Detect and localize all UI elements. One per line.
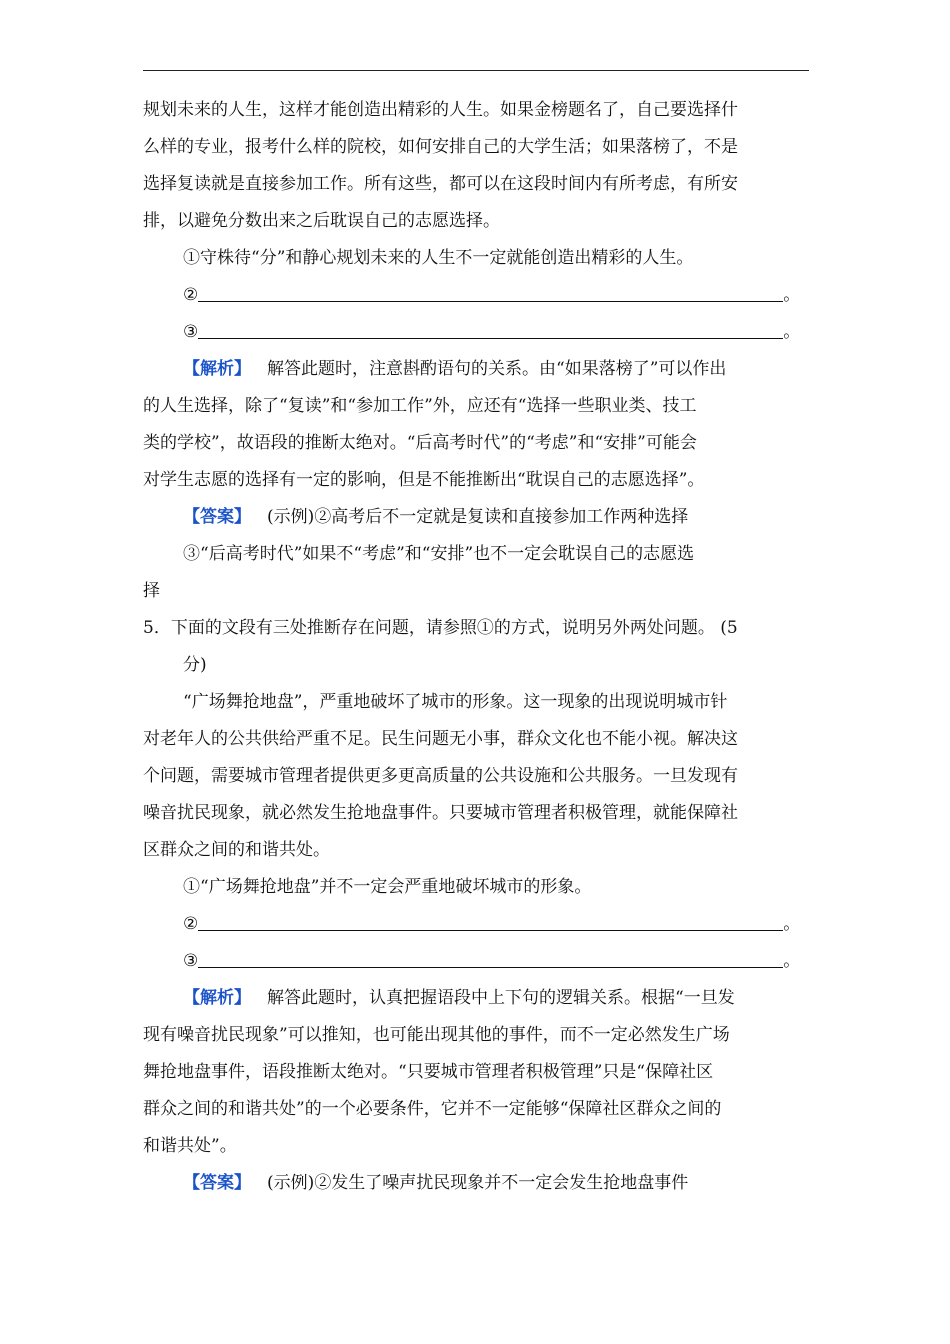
q5-stem (143, 610, 809, 684)
answer-blank (198, 283, 783, 302)
passage-line: 规划未来的人生，这样才能创造出精彩的人生。如果金榜题名了，自己要选择什 (143, 100, 738, 120)
passage-line: 区群众之间的和谐共处。 (143, 840, 330, 860)
answer-blank (198, 912, 783, 931)
question-stem: 5．下面的文段有三处推断存在问题，请参照①的方式，说明另外两处问题。 (5 (143, 618, 738, 638)
answer-text: (示例)②高考后不一定就是复读和直接参加工作两种选择 (267, 507, 689, 527)
passage-line: 对老年人的公共供给严重不足。民生问题无小事，群众文化也不能小视。解决这 (143, 729, 738, 749)
analysis-tag: 【解析】 (183, 988, 251, 1008)
item-number: ③ (183, 951, 199, 971)
analysis-text: 解答此题时，认真把握语段中上下句的逻辑关系。根据“一旦发 (267, 988, 735, 1008)
analysis-line: 现有噪音扰民现象”可以推知，也可能出现其他的事件，而不一定必然发生广场 (143, 1025, 730, 1045)
item-number: ③ (183, 322, 199, 342)
answer-blank (198, 320, 783, 339)
q4-passage (143, 92, 809, 240)
analysis-line: 舞抢地盘事件，语段推断太绝对。“只要城市管理者积极管理”只是“保障社区 (143, 1062, 714, 1082)
document-body (143, 92, 809, 1202)
answer-line (143, 499, 809, 536)
analysis-tag: 【解析】 (183, 359, 251, 379)
analysis-text: 解答此题时，注意斟酌语句的关系。由“如果落榜了”可以作出 (267, 359, 727, 379)
answer-blank (198, 949, 783, 968)
passage-line: 么样的专业，报考什么样的院校，如何安排自己的大学生活；如果落榜了，不是 (143, 137, 738, 157)
end-mark: 。 (783, 914, 801, 934)
q4-item-3 (143, 314, 809, 351)
answer-tag: 【答案】 (183, 507, 251, 527)
end-mark: 。 (783, 951, 801, 971)
analysis-line: 类的学校”，故语段的推断太绝对。“后高考时代”的“考虑”和“安排”可能会 (143, 433, 697, 453)
item-number: ② (183, 285, 199, 305)
item-number: ② (183, 914, 199, 934)
answer-tag: 【答案】 (183, 1173, 251, 1193)
q4-answer (143, 499, 809, 610)
passage-line: 选择复读就是直接参加工作。所有这些，都可以在这段时间内有所考虑，有所安 (143, 174, 738, 194)
passage-line: 个问题，需要城市管理者提供更多更高质量的公共设施和公共服务。一旦发现有 (143, 766, 738, 786)
passage-line: 排，以避免分数出来之后耽误自己的志愿选择。 (143, 211, 500, 231)
answer-text: (示例)②发生了噪声扰民现象并不一定会发生抢地盘事件 (267, 1173, 689, 1193)
passage-line: “广场舞抢地盘”，严重地破坏了城市的形象。这一现象的出现说明城市针 (183, 692, 728, 712)
analysis-line: 和谐共处”。 (143, 1136, 237, 1156)
analysis-line: 对学生志愿的选择有一定的影响，但是不能推断出“耽误自己的志愿选择”。 (143, 470, 705, 490)
q4-item-1: ①守株待“分”和静心规划未来的人生不一定就能创造出精彩的人生。 (183, 248, 694, 268)
q5-analysis (143, 980, 809, 1165)
q5-answer (143, 1165, 809, 1202)
question-stem-cont: 分) (183, 655, 207, 675)
answer-line (143, 1165, 809, 1202)
q4-item-2 (143, 277, 809, 314)
q5-passage (143, 684, 809, 869)
answer-line: 择 (143, 581, 160, 601)
header-rule (143, 70, 809, 71)
end-mark: 。 (783, 322, 801, 342)
q5-item-3 (143, 943, 809, 980)
analysis-line (143, 351, 809, 388)
analysis-line: 的人生选择，除了“复读”和“参加工作”外，应还有“选择一些职业类、技工 (143, 396, 697, 416)
answer-line: ③“后高考时代”如果不“考虑”和“安排”也不一定会耽误自己的志愿选 (183, 544, 695, 564)
end-mark: 。 (783, 285, 801, 305)
analysis-line (143, 980, 809, 1017)
q4-analysis (143, 351, 809, 499)
passage-line: 噪音扰民现象，就必然发生抢地盘事件。只要城市管理者积极管理，就能保障社 (143, 803, 738, 823)
q5-item-1: ①“广场舞抢地盘”并不一定会严重地破坏城市的形象。 (183, 877, 592, 897)
analysis-line: 群众之间的和谐共处”的一个必要条件，它并不一定能够“保障社区群众之间的 (143, 1099, 722, 1119)
q5-item-2 (143, 906, 809, 943)
